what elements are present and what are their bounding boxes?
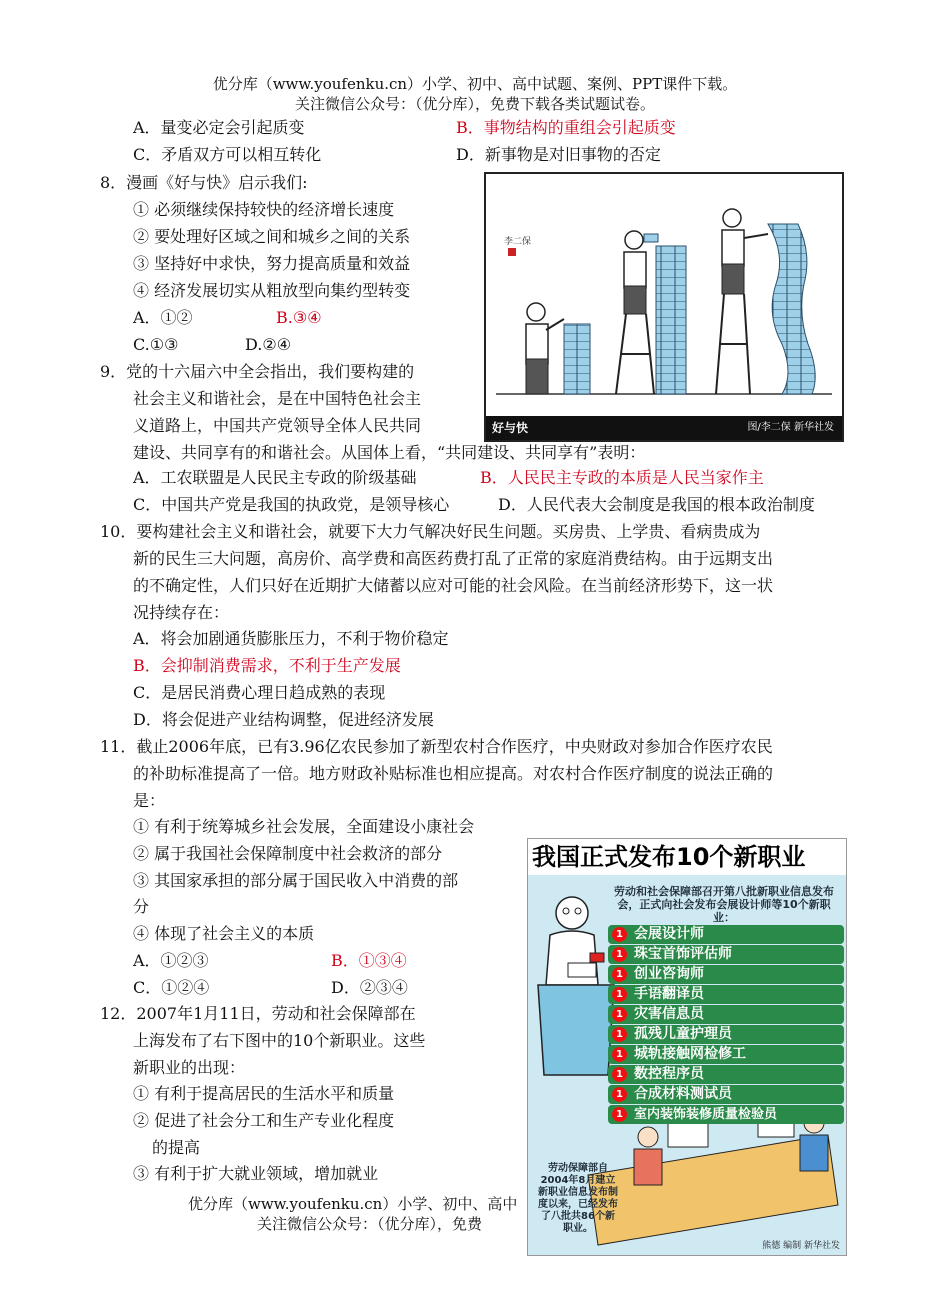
footer-line-1: 优分库（www.youfenku.cn）小学、初中、高中 <box>188 1195 518 1213</box>
q10-line-4: 况持续存在： <box>133 603 230 622</box>
q8-option-b: B.③④ <box>276 308 322 327</box>
q8-statement-1: ① 必须继续保持较快的经济增长速度 <box>133 200 395 219</box>
q7-option-a: A．量变必定会引起质变 <box>133 118 305 137</box>
q11-option-b: B．①③④ <box>331 951 407 970</box>
poster-job-6: 1 孤残儿童护理员 <box>608 1025 844 1044</box>
q12-line-1: 12．2007年1月11日，劳动和社会保障部在 <box>100 1004 416 1023</box>
q11-option-d: D．②③④ <box>331 978 408 997</box>
q9-line-1: 9．党的十六届六中全会指出，我们要构建的 <box>100 362 415 381</box>
q10-line-2: 新的民生三大问题，高房价、高学费和高医药费打乱了正常的家庭消费结构。由于远期支出 <box>133 549 774 568</box>
q12-statement-2-cont: 的提高 <box>152 1138 201 1157</box>
q12-statement-2: ② 促进了社会分工和生产专业化程度 <box>133 1111 395 1130</box>
poster-job-9: 1 合成材料测试员 <box>608 1085 844 1104</box>
q8-option-d: D.②④ <box>245 335 292 354</box>
job-number-icon: 1 <box>612 1107 627 1122</box>
q11-statement-2: ② 属于我国社会保障制度中社会救济的部分 <box>133 844 443 863</box>
q10-line-1: 10．要构建社会主义和谐社会，就要下大力气解决好民生问题。买房贵、上学贵、看病贵成为 <box>100 522 761 541</box>
job-number-icon: 1 <box>612 987 627 1002</box>
poster-job-10: 1 室内装饰装修质量检验员 <box>608 1105 844 1124</box>
poster-intro: 劳动和社会保障部召开第八批新职业信息发布会，正式向社会发布会展设计师等10个新职业： <box>614 885 834 924</box>
poster-credit: 熊德 编制 新华社发 <box>762 1241 840 1251</box>
job-number-icon: 1 <box>612 1027 627 1042</box>
poster-job-4: 1 手语翻译员 <box>608 985 844 1004</box>
q9-line-4: 建设、共同享有的和谐社会。从国体上看，“共同建设、共同享有”表明： <box>133 443 646 462</box>
q11-statement-4: ④ 体现了社会主义的本质 <box>133 924 315 943</box>
q10-option-c: C．是居民消费心理日趋成熟的表现 <box>133 683 386 702</box>
cartoon-caption-bar <box>486 416 842 440</box>
q10-option-b: B．会抑制消费需求，不利于生产发展 <box>133 656 401 675</box>
q12-statement-1: ① 有利于提高居民的生活水平和质量 <box>133 1084 395 1103</box>
poster-job-8: 1 数控程序员 <box>608 1065 844 1084</box>
q8-statement-3: ③ 坚持好中求快，努力提高质量和效益 <box>133 254 411 273</box>
q8-option-c: C.①③ <box>133 335 179 354</box>
job-number-icon: 1 <box>612 1007 627 1022</box>
cartoon-caption: 好与快 <box>492 421 529 435</box>
q9-line-3: 义道路上，中国共产党领导全体人民共同 <box>133 416 422 435</box>
q12-line-2: 上海发布了右下图中的10个新职业。这些 <box>133 1031 426 1050</box>
q9-line-2: 社会主义和谐社会，是在中国特色社会主 <box>133 389 422 408</box>
q9-option-a: A．工农联盟是人民民主专政的阶级基础 <box>133 468 417 487</box>
q9-option-b: B．人民民主专政的本质是人民当家作主 <box>480 468 764 487</box>
cartoon-drawing <box>486 174 842 416</box>
poster-job-2: 1 珠宝首饰评估师 <box>608 945 844 964</box>
header-line-2: 关注微信公众号：（优分库），免费下载各类试题试卷。 <box>294 95 655 113</box>
header-line-1: 优分库（www.youfenku.cn）小学、初中、高中试题、案例、PPT课件下载。 <box>212 75 738 93</box>
q12-statement-3: ③ 有利于扩大就业领域，增加就业 <box>133 1164 379 1183</box>
poster-job-3: 1 创业咨询师 <box>608 965 844 984</box>
q7-option-b: B．事物结构的重组会引起质变 <box>456 118 676 137</box>
job-number-icon: 1 <box>612 1047 627 1062</box>
footer-line-2: 关注微信公众号：（优分库），免费 <box>257 1215 483 1233</box>
q11-statement-3: ③ 其国家承担的部分属于国民收入中消费的部 <box>133 871 459 890</box>
q11-statement-3-cont: 分 <box>133 897 150 916</box>
q10-option-a: A．将会加剧通货膨胀压力，不利于物价稳定 <box>133 629 449 648</box>
job-number-icon: 1 <box>612 927 627 942</box>
q11-option-a: A．①②③ <box>133 951 209 970</box>
q8-option-a: A．①② <box>133 308 193 327</box>
q12-line-3: 新职业的出现： <box>133 1058 246 1077</box>
cartoon-credit: 图/李二保 新华社发 <box>747 422 834 433</box>
job-number-icon: 1 <box>612 947 627 962</box>
q11-line-2: 的补助标准提高了一倍。地方财政补贴标准也相应提高。对农村合作医疗制度的说法正确的 <box>133 764 774 783</box>
q9-option-c: C．中国共产党是我国的执政党，是领导核心 <box>133 495 450 514</box>
q7-option-c: C．矛盾双方可以相互转化 <box>133 145 322 164</box>
job-number-icon: 1 <box>612 967 627 982</box>
poster-title: 我国正式发布10个新职业 <box>528 839 846 875</box>
q11-line-1: 11．截止2006年底，已有3.96亿农民参加了新型农村合作医疗，中央财政对参加合作医疗农民 <box>100 737 773 756</box>
q10-line-3: 的不确定性，人们只好在近期扩大储蓄以应对可能的社会风险。在当前经济形势下，这一状 <box>133 576 774 595</box>
svg-text:李二保: 李二保 <box>504 237 532 247</box>
job-number-icon: 1 <box>612 1087 627 1102</box>
q7-option-d: D．新事物是对旧事物的否定 <box>456 145 661 164</box>
q11-line-3: 是： <box>133 791 166 810</box>
poster-job-7: 1 城轨接触网检修工 <box>608 1045 844 1064</box>
q8-statement-4: ④ 经济发展切实从粗放型向集约型转变 <box>133 281 411 300</box>
poster-note: 劳动保障部自2004年8月建立新职业信息发布制度以来，已经发布了八批共86个新职业。 <box>538 1163 618 1234</box>
q11-option-c: C．①②④ <box>133 978 210 997</box>
job-number-icon: 1 <box>612 1067 627 1082</box>
q8-stem: 8．漫画《好与快》启示我们: <box>100 173 308 192</box>
poster-job-1: 1 会展设计师 <box>608 925 844 944</box>
q8-statement-2: ② 要处理好区域之间和城乡之间的关系 <box>133 227 411 246</box>
q11-statement-1: ① 有利于统筹城乡社会发展，全面建设小康社会 <box>133 817 475 836</box>
poster-job-5: 1 灾害信息员 <box>608 1005 844 1024</box>
q9-option-d: D．人民代表大会制度是我国的根本政治制度 <box>498 495 815 514</box>
new-occupations-poster <box>527 838 847 1256</box>
cartoon-good-and-fast <box>484 172 844 442</box>
q10-option-d: D．将会促进产业结构调整，促进经济发展 <box>133 710 434 729</box>
